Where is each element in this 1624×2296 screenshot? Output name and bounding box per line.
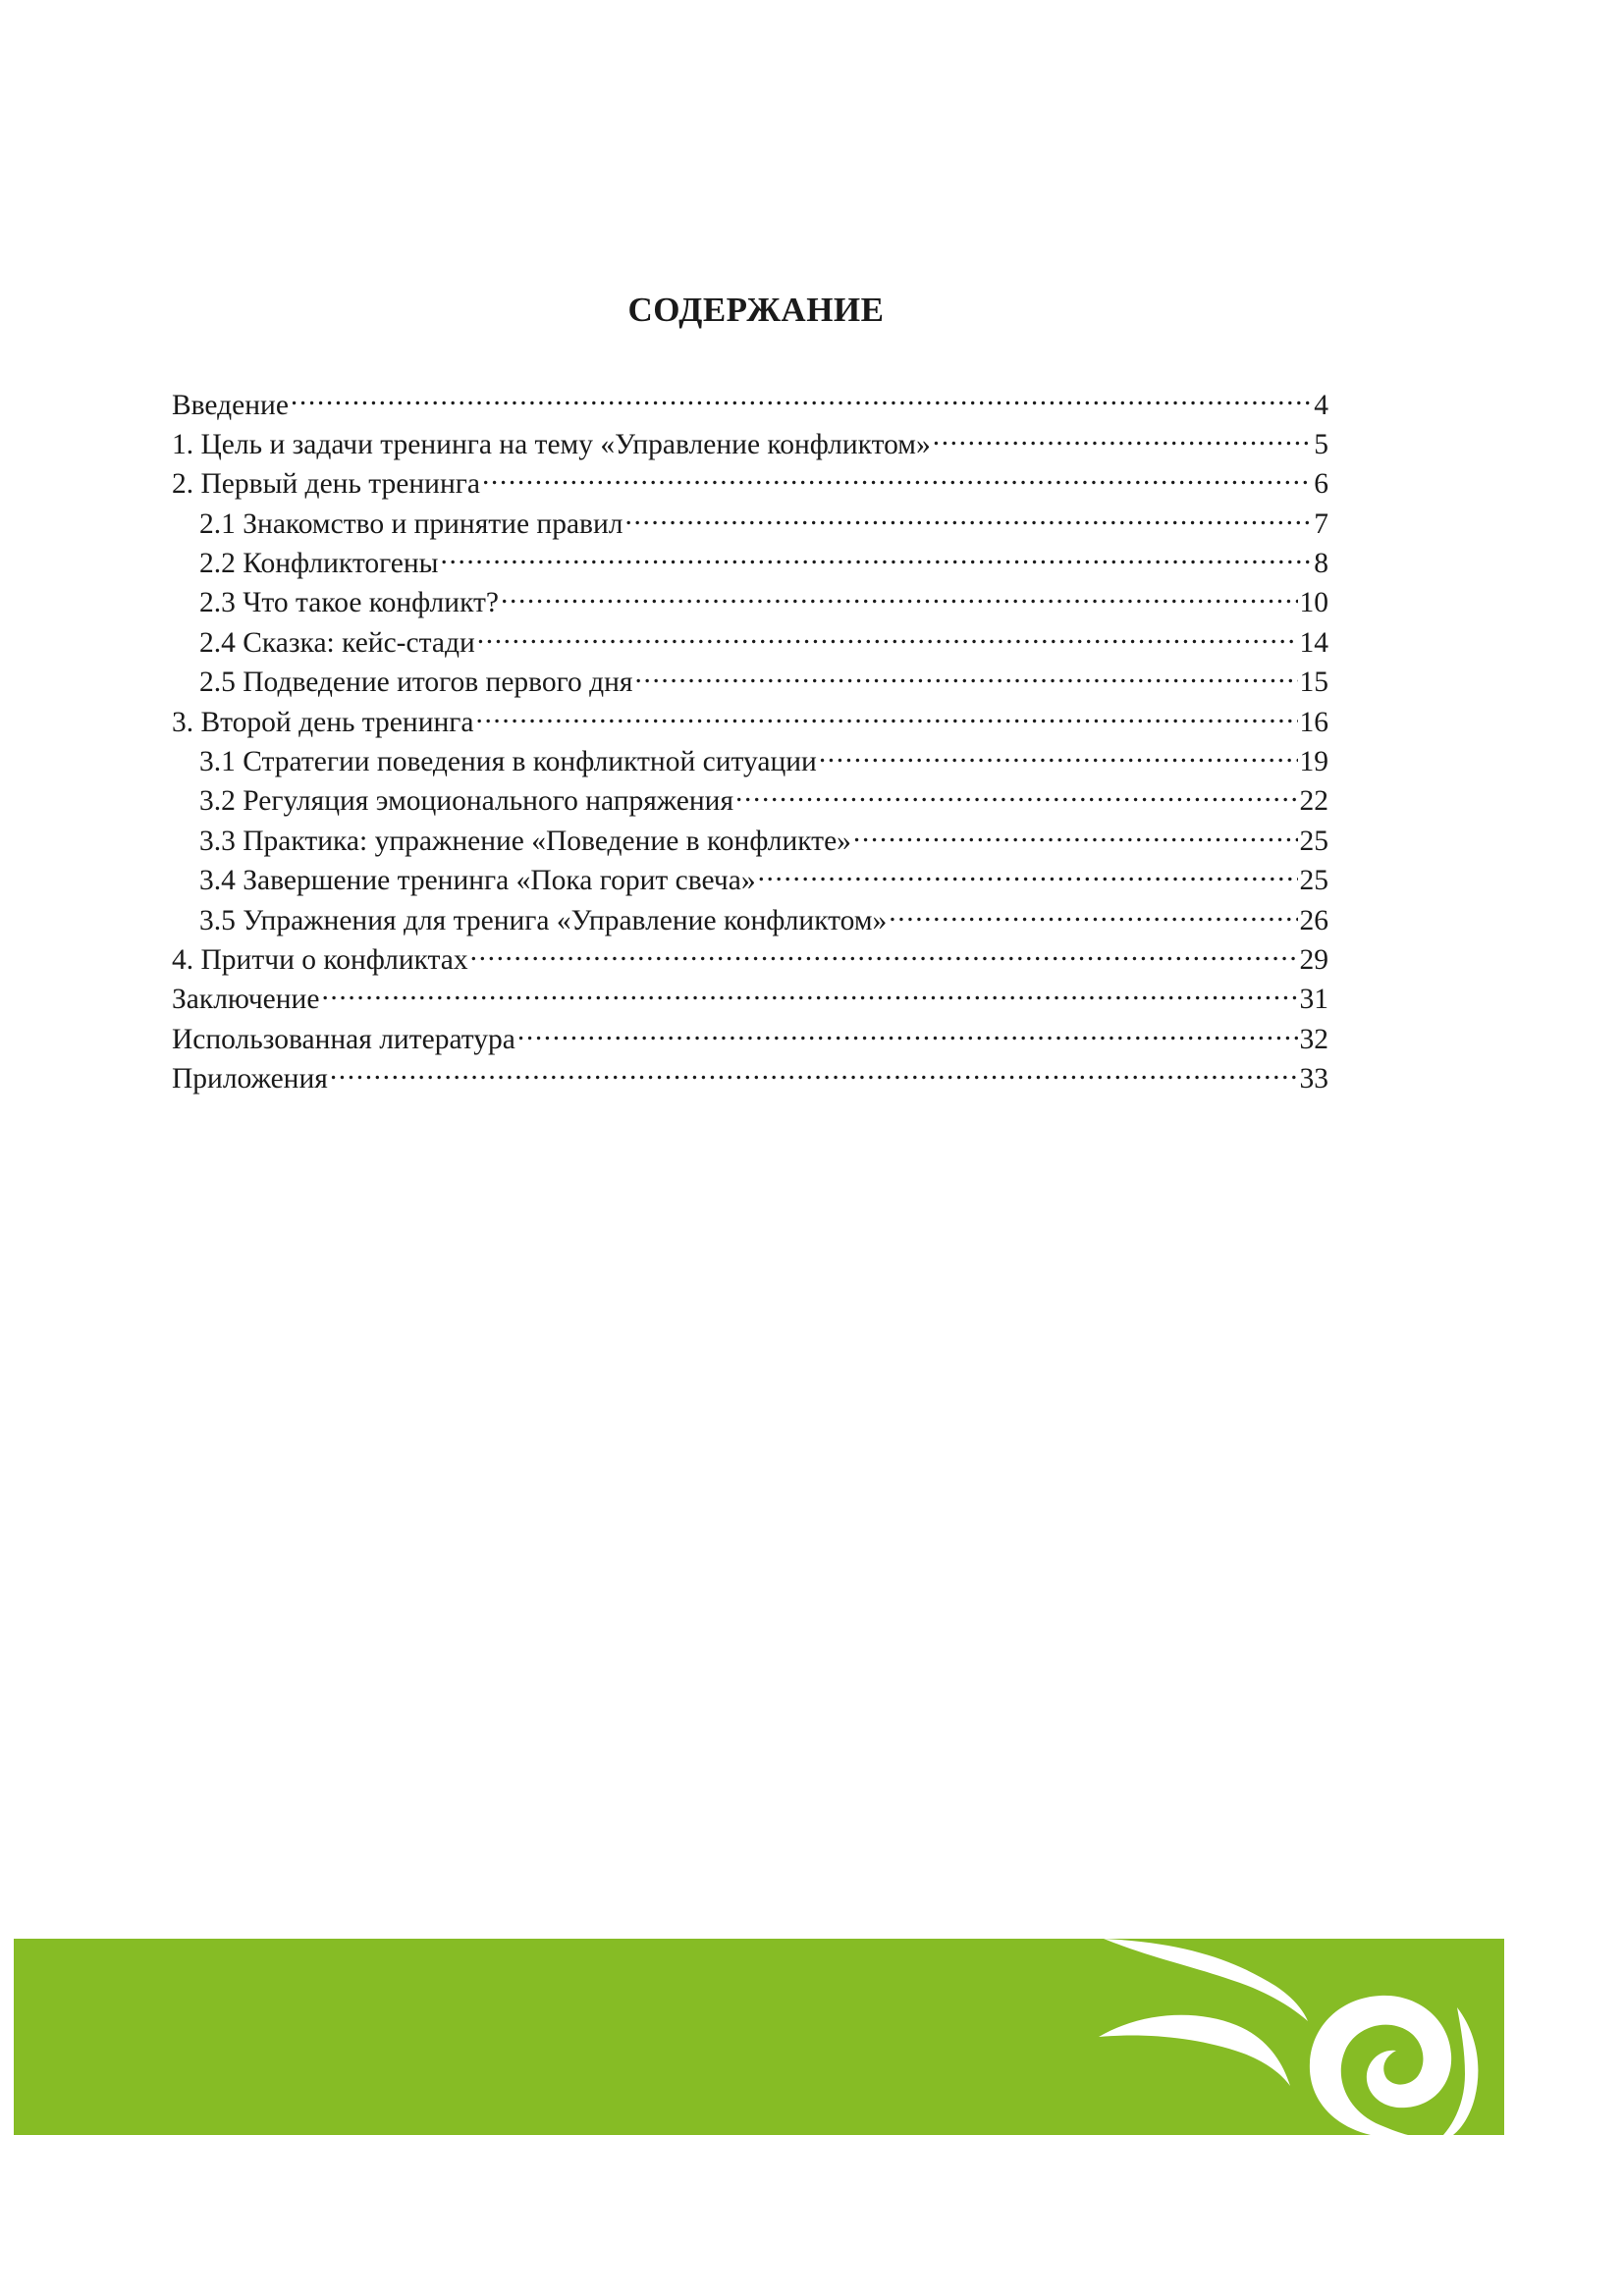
toc-entry-label: 3. Второй день тренинга: [172, 706, 474, 738]
toc-entry-page-number: 33: [1299, 1063, 1328, 1095]
toc-entry-page-number: 25: [1299, 825, 1328, 857]
toc-dot-leader: [470, 939, 1298, 969]
toc-entry[interactable]: [172, 504, 1328, 543]
toc-entry-page-number: 14: [1299, 626, 1328, 659]
toc-entry-page-number: 19: [1299, 746, 1328, 778]
toc-dot-leader: [819, 742, 1298, 772]
toc-dot-leader: [321, 980, 1297, 1009]
toc-dot-leader: [758, 861, 1298, 890]
toc-entry-page-number: 31: [1299, 984, 1328, 1016]
toc-dot-leader: [501, 583, 1298, 613]
toc-entry[interactable]: [172, 622, 1328, 662]
toc-entry-label: 3.1 Стратегии поведения в конфликтной ситуации: [199, 746, 817, 778]
toc-entry[interactable]: [172, 702, 1328, 741]
toc-entry[interactable]: [172, 1059, 1328, 1098]
page-title: СОДЕРЖАНИЕ: [627, 291, 885, 329]
toc-entry-label: Использованная литература: [172, 1023, 515, 1055]
toc-entry-label: 2. Первый день тренинга: [172, 468, 480, 501]
toc-dot-leader: [933, 424, 1313, 454]
toc-entry-page-number: 4: [1314, 389, 1328, 421]
toc-entry[interactable]: [172, 464, 1328, 504]
toc-dot-leader: [477, 622, 1298, 652]
toc-entry-label: 2.1 Знакомство и принятие правил: [199, 507, 623, 540]
toc-entry[interactable]: [172, 385, 1328, 424]
toc-entry-page-number: 25: [1299, 865, 1328, 897]
toc-entry-page-number: 5: [1314, 428, 1328, 460]
toc-entry-page-number: 32: [1299, 1023, 1328, 1055]
toc-entry[interactable]: [172, 424, 1328, 463]
toc-entry[interactable]: [172, 861, 1328, 900]
toc-entry-label: 1. Цель и задачи тренинга на тему «Управление конфликтом»: [172, 428, 931, 460]
toc-entry-page-number: 8: [1314, 548, 1328, 580]
toc-entry[interactable]: [172, 583, 1328, 622]
toc-entry-label: Приложения: [172, 1063, 328, 1095]
toc-dot-leader: [625, 504, 1313, 533]
decorative-footer-band: [14, 1939, 1504, 2135]
toc-dot-leader: [475, 702, 1297, 731]
toc-entry-page-number: 15: [1299, 667, 1328, 699]
toc-entry-page-number: 26: [1299, 904, 1328, 936]
toc-entry-page-number: 7: [1314, 507, 1328, 540]
toc-entry-page-number: 6: [1314, 468, 1328, 501]
toc-entry-page-number: 10: [1299, 587, 1328, 619]
toc-entry-label: 3.3 Практика: упражнение «Поведение в конфликте»: [199, 825, 851, 857]
toc-entry[interactable]: [172, 980, 1328, 1019]
toc-dot-leader: [635, 663, 1298, 692]
toc-entry-label: 2.3 Что такое конфликт?: [199, 587, 499, 619]
toc-dot-leader: [330, 1059, 1298, 1089]
toc-entry-label: 4. Притчи о конфликтах: [172, 943, 468, 976]
toc-entry[interactable]: [172, 544, 1328, 583]
toc-entry-label: 2.2 Конфликтогены: [199, 548, 439, 580]
toc-entry-page-number: 22: [1299, 785, 1328, 818]
toc-entry-label: 2.5 Подведение итогов первого дня: [199, 667, 633, 699]
toc-dot-leader: [517, 1019, 1298, 1048]
toc-entry-page-number: 16: [1299, 706, 1328, 738]
toc-dot-leader: [735, 781, 1297, 811]
green-band: [14, 1939, 1504, 2135]
toc-entry[interactable]: [172, 663, 1328, 702]
toc-entry-label: Введение: [172, 389, 289, 421]
toc-dot-leader: [441, 544, 1313, 573]
toc-dot-leader: [482, 464, 1312, 494]
toc-entry-label: 3.4 Завершение тренинга «Пока горит свеча»: [199, 865, 756, 897]
toc-entry[interactable]: [172, 742, 1328, 781]
table-of-contents: [172, 385, 1328, 1098]
toc-entry[interactable]: [172, 1019, 1328, 1058]
toc-entry-page-number: 29: [1299, 943, 1328, 976]
toc-entry-label: 3.5 Упражнения для тренига «Управление конфликтом»: [199, 904, 888, 936]
toc-entry[interactable]: [172, 939, 1328, 979]
toc-entry[interactable]: [172, 781, 1328, 821]
toc-dot-leader: [291, 385, 1312, 414]
toc-entry-label: Заключение: [172, 984, 320, 1016]
toc-entry-label: 2.4 Сказка: кейс-стади: [199, 626, 475, 659]
toc-dot-leader: [853, 821, 1298, 850]
toc-dot-leader: [889, 900, 1297, 930]
toc-entry-label: 3.2 Регуляция эмоционального напряжения: [199, 785, 734, 818]
toc-entry[interactable]: [172, 900, 1328, 939]
toc-entry[interactable]: [172, 821, 1328, 860]
